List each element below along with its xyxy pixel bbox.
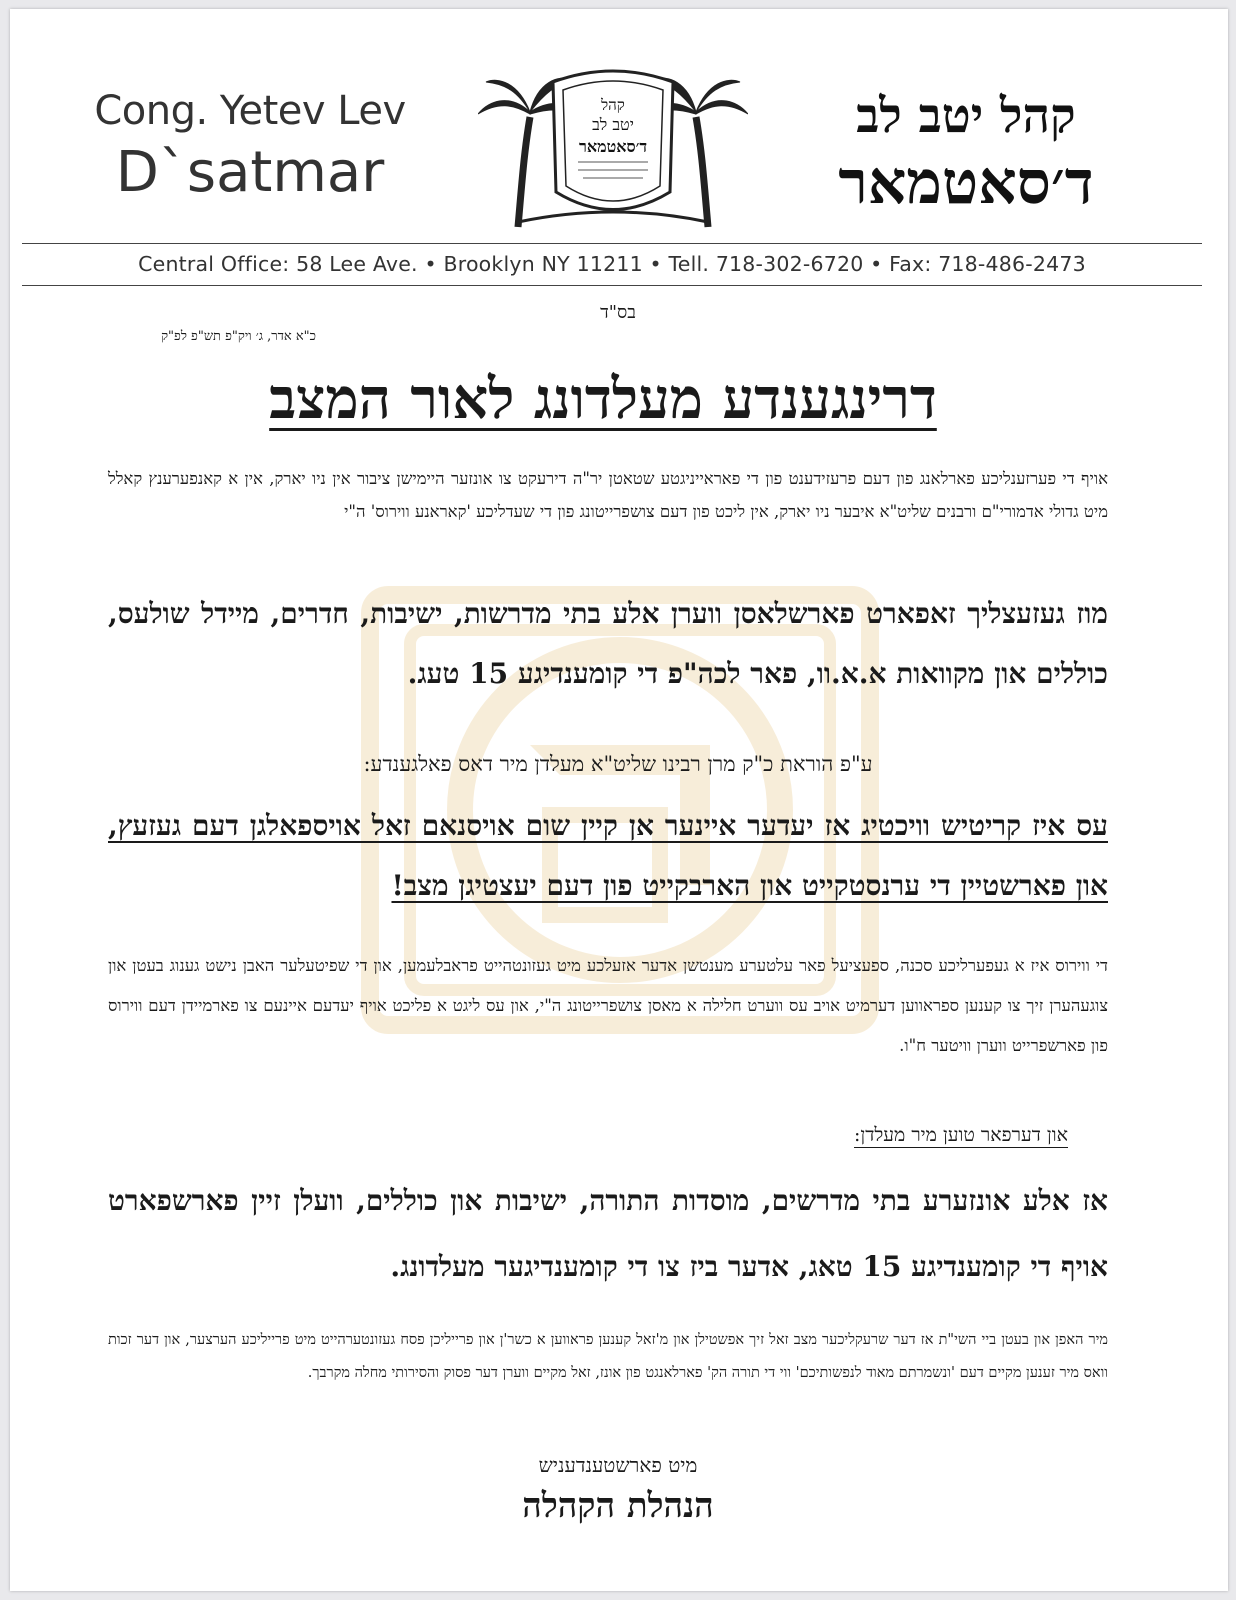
emblem-text-line3: ד׳סאטמאר <box>578 137 648 156</box>
hebrew-date: כ"א אדר, ג׳ ויק"פ תש"פ לפ"ק <box>161 329 316 344</box>
hebrew-name-line2: ד׳סאטמאר <box>838 148 1094 218</box>
signature-text: הנהלת הקהלה <box>522 1486 714 1526</box>
page-title: דרינגענדע מעלדונג לאור המצב <box>269 366 937 432</box>
closure-notice: מוז געזעצליך זאפארט פארשלאסן ווערן אלע בתי מדרשות, ישיבות, חדרים, מיידל שולעס, כוללים און מקוואות א.א.וו, פאר לכה"פ די קומענדיגע 15 טעג. <box>108 597 1108 690</box>
congregation-name-english <box>80 88 420 205</box>
header-rule-top <box>22 243 1202 244</box>
virus-danger-paragraph: די ווירוס איז א געפערליכע סכנה, ספעציעל פאר עלטערע מענטשן אדער אזעלכע מיט געזונטהייט פראבלעמען, און די שפיטעלער האבן נישט גענוג בעטן און צוגעהערן זיך צו קענען ספראווען דערמיט אויב עס ווערט חלילה א מאסן צושפרייטונג ה"י, און עס ליגט א פליכט אויף יעדעם איינעם צו פארמיידן דעם ווירוס פון פארשפרייט ווערן וויטער ח"ו. <box>108 956 1108 1055</box>
header-rule-bottom <box>22 285 1202 286</box>
address-line: Central Office: 58 Lee Ave. • Brooklyn NY 11211 • Tell. 718-302-6720 • Fax: 718-486-2473 <box>138 252 1086 276</box>
english-name-line1: Cong. Yetev Lev <box>94 88 406 134</box>
announcement-paragraph: אז אלע אונזערע בתי מדרשים, מוסדות התורה, ישיבות און כוללים, וועלן זיין פארשפארט אויף די קומענדיגע 15 טאג, אדער ביז צו די קומענדיגער מעלדונג. <box>108 1184 1108 1283</box>
directive-intro: ע"פ הוראת כ"ק מרן רבינו שליט"א מעלדן מיר דאס פאלגענדע: <box>363 752 873 776</box>
congregation-name-hebrew <box>796 88 1136 218</box>
critical-warning: עס איז קריטיש וויכטיג אז יעדער איינער אן קיין שום אויסנאם זאל אויספאלגן דעם געזעץ, און פארשטיין די ערנסטקייט און הארבקייט פון דעם יעצטיגן מצב! <box>108 809 1108 902</box>
english-name-line2: D`satmar <box>115 140 385 205</box>
congregation-emblem <box>478 62 748 232</box>
emblem-text-line1: קהל <box>601 96 625 114</box>
therefore-heading: און דערפאר טוען מיר מעלדן: <box>854 1124 1068 1146</box>
signoff-text: מיט פארשטענדעניש <box>538 1453 698 1477</box>
bsd-mark: בס"ד <box>600 302 636 323</box>
closing-paragraph: מיר האפן און בעטן ביי השי"ת אז דער שרעקליכער מצב זאל זיך אפשטילן און מ'זאל קענען פראווען א כשר'ן און פרייליכן פסח געזונטערהייט מיט פרייליכע הערצער, און דער זכות וואס מיר זענען מקיים דעם 'ונשמרתם מאוד לנפשותיכם' ווי די תורה הק' פארלאנגט פון אונז, זאל מקיים ווערן דער פסוק והסירותי מחלה מקרבך. <box>108 1332 1108 1381</box>
hebrew-name-line1: קהל יטב לב <box>856 88 1076 144</box>
intro-paragraph: אויף די פערזענליכע פארלאנג פון דעם פרעזידענט פון די פאראייניגטע שטאטן יר"ה דירעקט צו אונזער היימישן ציבור אין ניו יארק, אין א קאנפערענץ קאלל מיט גדולי אדמורי"ם ורבנים שליט"א איבער ניו יארק, אין ליכט פון דעם צושפרייטונג פון די שעדליכע 'קאראנע ווירוס' ה"י <box>108 469 1108 521</box>
emblem-text-line2: יטב לב <box>592 115 634 134</box>
